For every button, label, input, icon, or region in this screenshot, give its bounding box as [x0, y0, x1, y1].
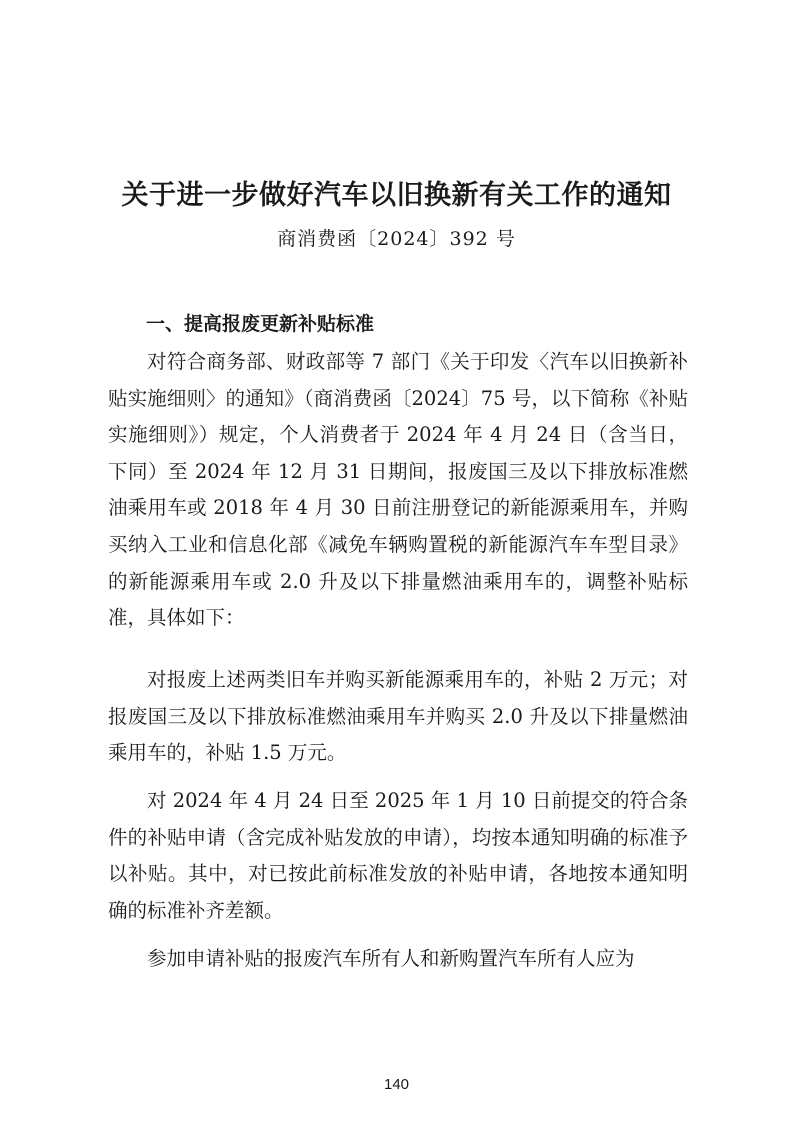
- body-paragraph-2: 对报废上述两类旧车并购买新能源乘用车的，补贴 2 万元；对报废国三及以下排放标准燃油乘用车并购买 2.0 升及以下排量燃油乘用车的，补贴 1.5 万元。: [108, 668, 688, 765]
- document-title: 关于进一步做好汽车以旧换新有关工作的通知: [121, 180, 672, 211]
- section-heading: 一、提高报废更新补贴标准: [146, 313, 375, 335]
- body-paragraph-4: 参加申请补贴的报废汽车所有人和新购置汽车所有人应为: [147, 947, 635, 970]
- body-paragraph-3: 对 2024 年 4 月 24 日至 2025 年 1 月 10 日前提交的符合条件的补贴申请（含完成补贴发放的申请），均按本通知明确的标准予以补贴。其中，对已按此前标准发放的补贴申请，各地按本通知明确的标准补齐差额。: [108, 789, 688, 922]
- page-number: 140: [383, 1076, 410, 1093]
- body-paragraph-1: 对符合商务部、财政部等 7 部门《关于印发〈汽车以旧换新补贴实施细则〉的通知》（商消费函〔2024〕75 号，以下简称《补贴实施细则》）规定，个人消费者于 2024 年 4 月 24 日（含当日，下同）至 2024 年 12 月 31 日期间，报废国三及以下排放标准燃油乘用车或 2018 年 4 月 30 日前注册登记的新能源乘用车，并购买纳入工业和信息化部《减免车辆购置税的新能源汽车车型目录》的新能源乘用车或 2.0 升及以下排量燃油乘用车的，调整补贴标准，具体如下：: [108, 350, 688, 630]
- document-number: 商消费函〔2024〕392 号: [277, 228, 516, 250]
